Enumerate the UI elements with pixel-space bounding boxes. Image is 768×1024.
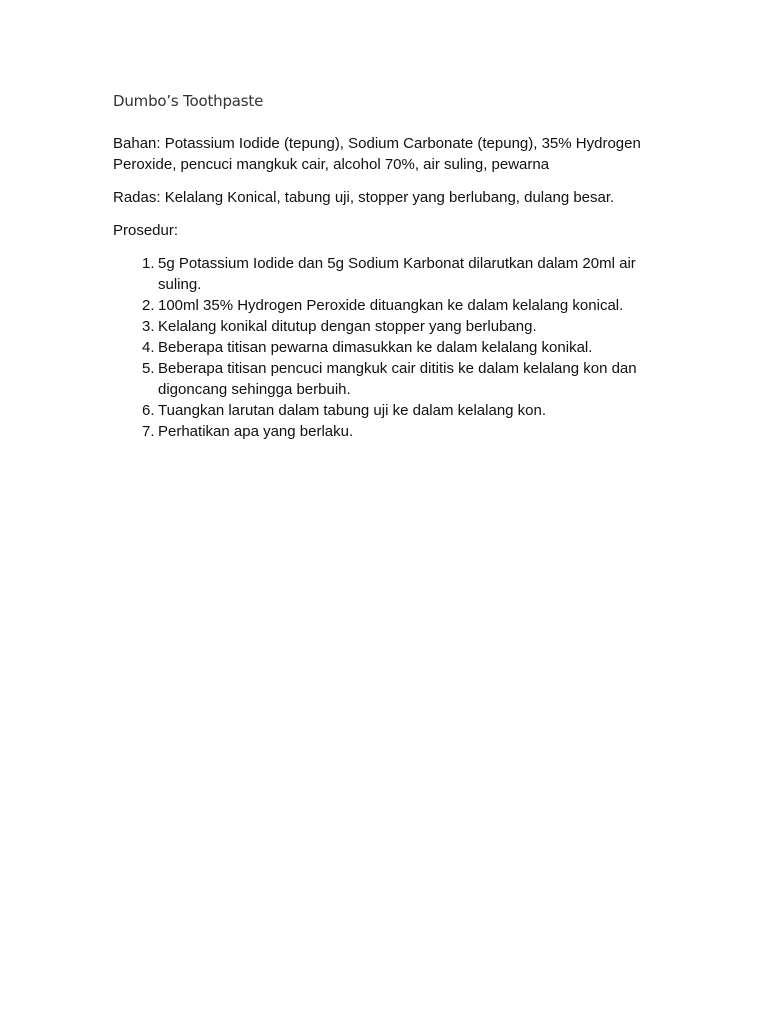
step-text: Beberapa titisan pencuci mangkuk cair dititis ke dalam kelalang kon dan digoncang sehingga berbuih. xyxy=(158,360,637,398)
step-number: 1. xyxy=(142,255,155,272)
procedure-label: Prosedur: xyxy=(113,222,179,239)
document-page xyxy=(113,91,658,442)
step-text: Perhatikan apa yang berlaku. xyxy=(158,423,354,440)
step-number: 4. xyxy=(142,339,155,356)
document-title: Dumbo’s Toothpaste xyxy=(113,92,264,110)
step-number: 3. xyxy=(142,318,155,335)
materials-paragraph: Bahan: Potassium Iodide (tepung), Sodium Carbonate (tepung), 35% Hydrogen Peroxide, pencuci mangkuk cair, alcohol 70%, air suling, pewarna xyxy=(113,135,641,173)
step-number: 5. xyxy=(142,360,155,377)
list-item xyxy=(113,337,658,358)
procedure-steps-list xyxy=(113,253,658,442)
list-item xyxy=(113,253,658,295)
step-text: Tuangkan larutan dalam tabung uji ke dalam kelalang kon. xyxy=(158,402,547,419)
list-item xyxy=(113,316,658,337)
step-text: 5g Potassium Iodide dan 5g Sodium Karbonat dilarutkan dalam 20ml air suling. xyxy=(158,255,636,293)
step-number: 6. xyxy=(142,402,155,419)
step-text: Beberapa titisan pewarna dimasukkan ke dalam kelalang konikal. xyxy=(158,339,593,356)
list-item xyxy=(113,358,658,400)
list-item xyxy=(113,295,658,316)
apparatus-paragraph: Radas: Kelalang Konical, tabung uji, stopper yang berlubang, dulang besar. xyxy=(113,189,615,206)
step-number: 2. xyxy=(142,297,155,314)
list-item xyxy=(113,421,658,442)
list-item xyxy=(113,400,658,421)
step-text: 100ml 35% Hydrogen Peroxide dituangkan ke dalam kelalang konical. xyxy=(158,297,624,314)
step-number: 7. xyxy=(142,423,155,440)
step-text: Kelalang konikal ditutup dengan stopper yang berlubang. xyxy=(158,318,537,335)
